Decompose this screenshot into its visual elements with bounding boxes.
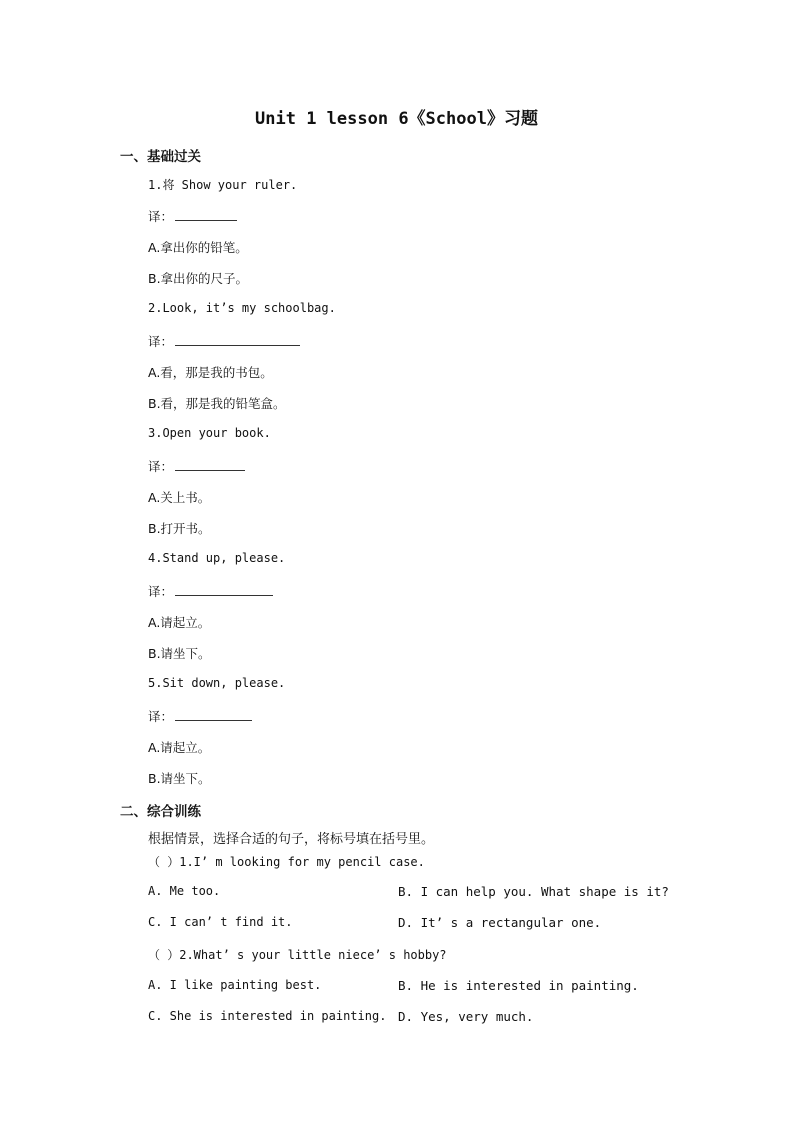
question-3: 3.Open your book.	[148, 426, 271, 440]
option-4a: A.请起立。	[148, 615, 211, 630]
option-2a: A.看，那是我的书包。	[148, 365, 273, 380]
mcq-2-option-c: C. She is interested in painting.	[148, 1009, 387, 1023]
section-heading-basic: 一、基础过关	[120, 149, 201, 165]
translate-label: 译：	[148, 459, 174, 474]
option-1a: A.拿出你的铅笔。	[148, 240, 248, 255]
question-1: 1.将 Show your ruler.	[148, 178, 298, 192]
translate-line-3	[148, 457, 245, 475]
translate-line-4	[148, 582, 273, 600]
answer-blank	[175, 208, 237, 221]
mcq-1-option-d: D. It’ s a rectangular one.	[398, 915, 602, 930]
translate-label: 译：	[148, 209, 174, 224]
section2-instruction: 根据情景，选择合适的句子，将标号填在括号里。	[148, 832, 435, 847]
answer-blank	[175, 583, 273, 596]
mcq-2-option-b: B. He is interested in painting.	[398, 978, 639, 993]
section-heading-comprehensive: 二、综合训练	[120, 804, 201, 820]
question-4: 4.Stand up, please.	[148, 551, 286, 565]
option-2b: B.看，那是我的铅笔盒。	[148, 396, 286, 411]
answer-blank	[175, 333, 300, 346]
option-3a: A.关上书。	[148, 490, 211, 505]
mcq-1-option-b: B. I can help you. What shape is it?	[398, 884, 669, 899]
translate-line-5	[148, 707, 252, 725]
translate-line-1	[148, 207, 237, 225]
page-title: Unit 1 lesson 6《School》习题	[255, 109, 538, 129]
translate-label: 译：	[148, 334, 174, 349]
mcq-2-option-d: D. Yes, very much.	[398, 1009, 534, 1024]
option-1b: B.拿出你的尺子。	[148, 271, 249, 286]
answer-blank	[175, 458, 245, 471]
option-3b: B.打开书。	[148, 521, 211, 536]
option-4b: B.请坐下。	[148, 646, 211, 661]
question-5: 5.Sit down, please.	[148, 676, 286, 690]
mcq-1-question: （ ）1.I’ m looking for my pencil case.	[148, 855, 425, 869]
mcq-1-option-a: A. Me too.	[148, 884, 221, 898]
option-5a: A.请起立。	[148, 740, 211, 755]
translate-line-2	[148, 332, 300, 350]
question-2: 2.Look, it’s my schoolbag.	[148, 301, 336, 315]
mcq-2-option-a: A. I like painting best.	[148, 978, 322, 992]
mcq-2-question: （ ）2.What’ s your little niece’ s hobby?	[148, 948, 447, 962]
translate-label: 译：	[148, 709, 174, 724]
answer-blank	[175, 708, 252, 721]
translate-label: 译：	[148, 584, 174, 599]
mcq-1-option-c: C. I can’ t find it.	[148, 915, 293, 929]
option-5b: B.请坐下。	[148, 771, 211, 786]
